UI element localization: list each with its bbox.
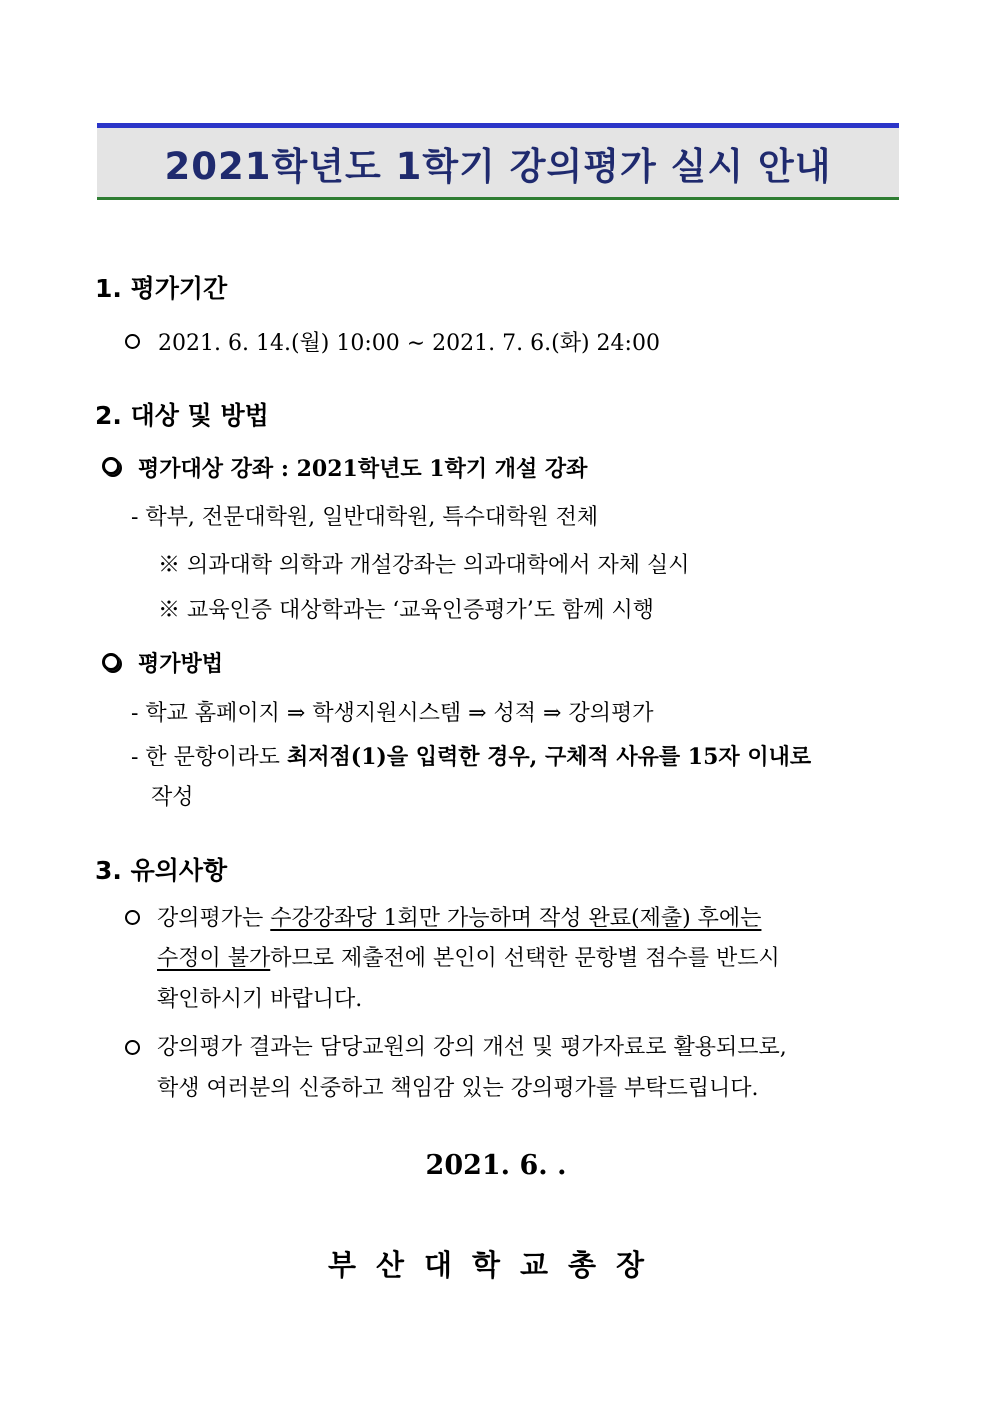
document-date: 2021. 6. . [425, 1150, 567, 1181]
circle-bullet-icon [125, 334, 140, 349]
note-medical: ※ 의과대학 의학과 개설강좌는 의과대학에서 자체 실시 [158, 553, 690, 578]
caution-1-line-1 [157, 901, 761, 932]
method-lowest-score-prefix: - 한 문항이라도 [131, 745, 287, 770]
caution-1-rest: 하므로 제출전에 본인이 선택한 문항별 점수를 반드시 [270, 946, 780, 971]
caution-2-line-1: 강의평가 결과는 담당교원의 강의 개선 및 평가자료로 활용되므로, [157, 1035, 787, 1060]
page-title: 2021학년도 1학기 강의평가 실시 안내 [164, 144, 832, 188]
target-detail: - 학부, 전문대학원, 일반대학원, 특수대학원 전체 [131, 505, 599, 530]
method-lowest-score-cont: 작성 [151, 785, 194, 810]
method-lowest-score-emphasis: 최저점(1)을 입력한 경우, 구체적 사유를 15자 이내로 [286, 744, 812, 770]
section-heading-target-method: 2. 대상 및 방법 [95, 401, 269, 430]
caution-1-underlined: 수강강좌당 1회만 가능하며 작성 완료(제출) 후에는 [270, 906, 762, 931]
signature: 부산대학교총장 [327, 1248, 665, 1282]
method-label: 평가방법 [138, 651, 224, 677]
caution-1-line-2 [157, 941, 780, 972]
circle-bullet-icon [125, 1040, 140, 1055]
caution-1-prefix: 강의평가는 [157, 906, 271, 931]
shadowed-circle-bullet-icon [102, 653, 120, 671]
caution-1-underlined-2: 수정이 불가 [157, 946, 271, 971]
circle-bullet-icon [125, 910, 140, 925]
section-heading-notes: 3. 유의사항 [95, 856, 228, 885]
caution-1-line-3: 확인하시기 바랍니다. [157, 987, 363, 1012]
note-accreditation: ※ 교육인증 대상학과는 ‘교육인증평가’도 함께 시행 [158, 598, 654, 623]
caution-2-line-2: 학생 여러분의 신중하고 책임감 있는 강의평가를 부탁드립니다. [157, 1076, 759, 1101]
target-label: 평가대상 강좌 : 2021학년도 1학기 개설 강좌 [138, 456, 588, 482]
section-heading-period: 1. 평가기간 [95, 274, 228, 303]
shadowed-circle-bullet-icon [102, 457, 120, 475]
period-text: 2021. 6. 14.(월) 10:00 ∼ 2021. 7. 6.(화) 24:00 [158, 331, 660, 356]
method-lowest-score [131, 740, 811, 771]
title-box [97, 123, 899, 200]
method-path: - 학교 홈페이지 ⇒ 학생지원시스템 ⇒ 성적 ⇒ 강의평가 [131, 701, 654, 726]
